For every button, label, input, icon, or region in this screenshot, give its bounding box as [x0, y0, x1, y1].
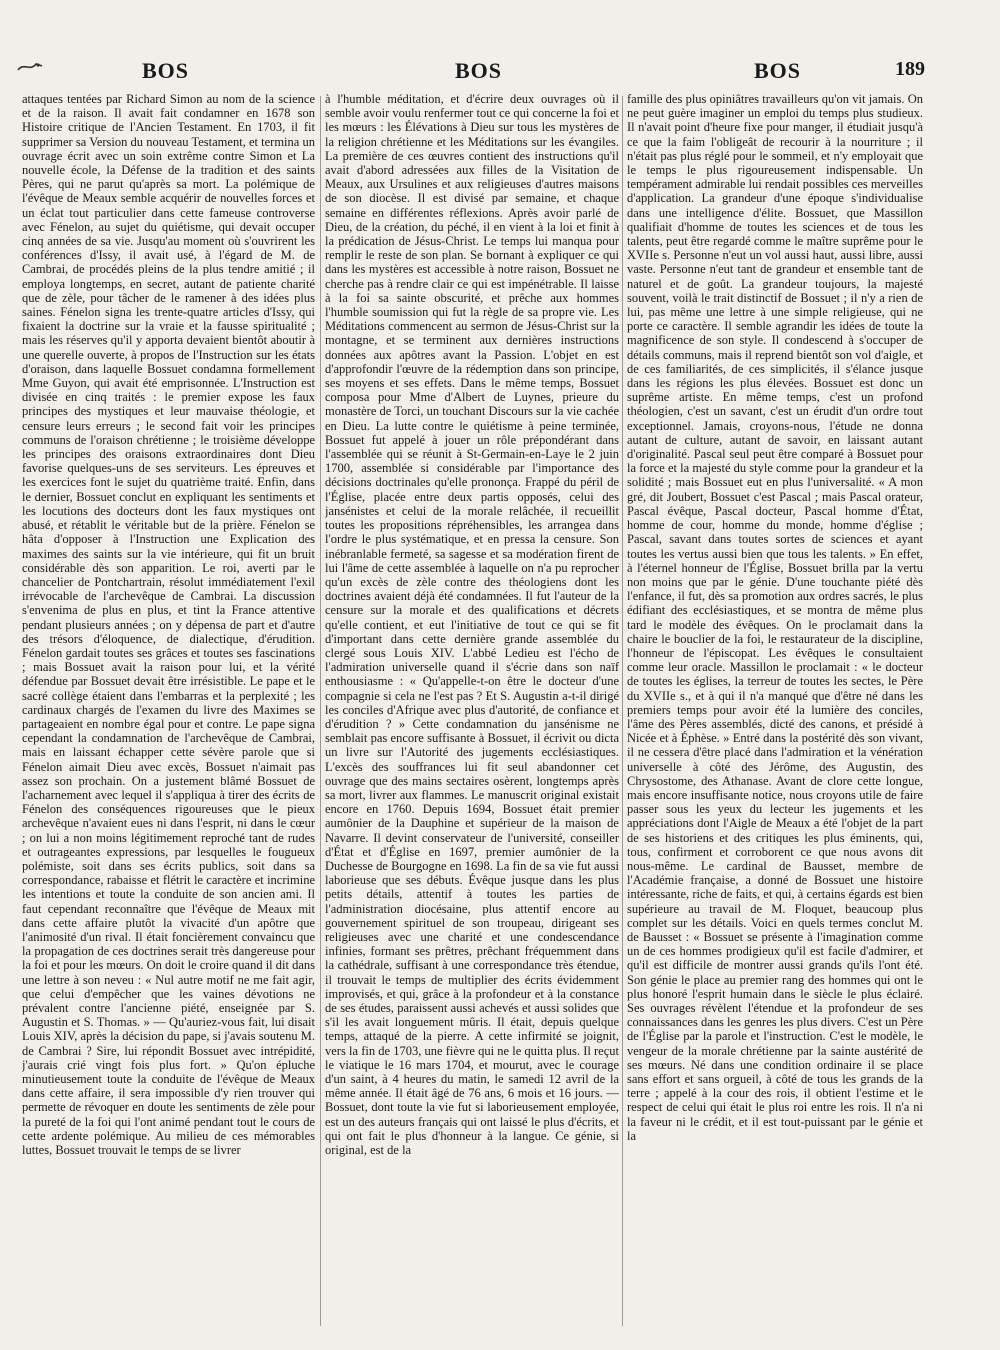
column-1-text: attaques tentées par Richard Simon au nom de la science et de la raison. Il avait fait condamner en 1678 son Histoire critique de l'Ancien Testament. En 1703, il fit supprimer sa Version du nouveau Testament, et termina un ouvrage écrit avec un soin extrême contre Simon et La nouvelle école, la Défense de la tradition et des saints Pères, qui ne parut qu'après sa mort. La polémique de l'évêque de Meaux semble acquérir de nouvelles forces et un éclat tout particulier dans cette fameuse controverse avec Fénelon, au sujet du quiétisme, qui devait occuper cinq années de sa vie. Jusqu'au moment où s'ouvrirent les conférences d'Issy, il avait usé, à l'égard de M. de Cambrai, de procédés pleins de la plus tendre amitié ; il employa longtemps, en secret, autant de patiente charité que de zèle, pour tâcher de le ramener à des idées plus saines. Fénelon signa les trente-quatre articles d'Issy, qui fixaient la doctrine sur la vraie et la fausse spiritualité ; mais les réserves qu'il y apporta devaient bientôt aboutir à une querelle ouverte, à propos de l'Instruction sur les états d'oraison, dans laquelle Bossuet condamna formellement Mme Guyon, qui avait été emprisonnée. L'Instruction est divisée en cinq traités : le premier expose les faux principes des mystiques et leur mauvaise théologie, et censure leurs erreurs ; le second fait voir les principes communs de l'oraison chrétienne ; le troisième développe les principes des oraisons extraordinaires dont Dieu favorise quelques-uns de ses serviteurs. Les épreuves et les exercices font le sujet du quatrième traité. Enfin, dans le dernier, Bossuet conclut en expliquant les sentiments et les locutions des docteurs dont les faux mystiques ont abusé, et rétablit le véritable but de la prière. Fénelon se hâta d'opposer à l'Instruction une Explication des maximes des saints sur la vie intérieure, qui fit un bruit considérable dès son apparition. Le roi, averti par le chancelier de Pontchartrain, résolut immédiatement l'exil irrévocable de l'archevêque de Cambrai. La discussion s'envenima de plus en plus, et tint la France attentive pendant plusieurs années ; on y dépensa de part et d'autre des trésors d'éloquence, de dialectique, d'érudition. Fénelon gardait toutes ses grâces et toutes ses fascinations ; mais Bossuet avait la raison pour lui, et la vérité défendue par Bossuet devait être irrésistible. Le pape et le sacré collège étaient dans l'embarras et la perplexité ; les cardinaux chargés de l'examen du livre des Maximes se partageaient en nombre égal pour et contre. Le pape signa cependant la condamnation de l'archevêque de Cambrai, mais en laissant échapper cette sévère parole que si Fénelon aimait Dieu avec excès, Bossuet n'aimait pas assez son prochain. On a justement blâmé Bossuet de l'acharnement avec lequel il s'appliqua à tirer des écrits de Fénelon des conséquences rigoureuses que le pieux archevêque n'avaient eues ni dans l'esprit, ni dans le cœur ; on lui a non moins légitimement reproché tant de rudes et outrageantes expressions, par lesquelles le fougueux polémiste, soit dans ses écrits publics, soit dans sa correspondance, rabaisse et flétrit le caractère et incrimine les intentions et toute la conduite de son ancien ami. Il faut cependant reconnaître que l'évêque de Meaux mit dans cette affaire plutôt la vivacité d'un apôtre que l'animosité d'un rival. Il était foncièrement convaincu que la propagation de ces doctrines serait très dangereuse pour la foi et pour les mœurs. On doit le croire quand il dit dans une lettre à son neveu : « Nul autre motif ne me fait agir, que celui d'empêcher que les vaines dévotions ne prévalent contre l'ancienne piété, enseignée par S. Augustin et S. Thomas. » — Qu'auriez-vous fait, lui disait Louis XIV, après la décision du pape, si j'avais soutenu M. de Cambrai ? Sire, lui répondit Bossuet avec intrépidité, j'aurais crié vingt fois plus fort. » Qu'on épluche minutieusement toute la conduite de l'évêque de Meaux dans cette affaire, il sera impossible d'y rien trouver qui permette de révoquer en doute les sentiments de zèle pour la pureté de la foi qui l'ont animé pendant tout le cours de cette ardente polémique. Au milieu de ces mémorables luttes, Bossuet trouvait le temps de se livrer: [22, 92, 315, 1158]
header-headword-center: BOS: [455, 58, 503, 83]
column-2-text: à l'humble méditation, et d'écrire deux ouvrages où il semble avoir voulu renfermer tout ce qui concerne la foi et les mœurs : les Élévations à Dieu sur tous les mystères de la religion chrétienne et les Méditations sur les évangiles. La première de ces œuvres contient des instructions qu'il avait d'abord adressées aux filles de la Visitation de Meaux, aux Ursulines et aux religieuses d'autres maisons de son diocèse. Il est divisé par semaine, et chaque semaine en différentes réflexions. Après avoir parlé de Dieu, de la création, du péché, il en vient à la loi et finit à la prédication de Jésus-Christ. Le temps lui manqua pour remplir le reste de son plan. Se bornant à expliquer ce qui dans les mystères est accessible à notre raison, Bossuet ne cherche pas à rendre clair ce qui est impénétrable. Il laisse à la foi sa sainte obscurité, et prêche aux hommes l'humble soumission qui fut la règle de sa propre vie. Les Méditations commencent au sermon de Jésus-Christ sur la montagne, et se terminent aux dernières instructions données aux apôtres avant la Passion. L'objet en est d'approfondir l'œuvre de la rédemption dans son principe, ses moyens et ses effets. Dans le même temps, Bossuet composa pour Mme d'Albert de Luynes, prieure du monastère de Torci, un touchant Discours sur la vie cachée en Dieu. La lutte contre le quiétisme à peine terminée, Bossuet fut appelé à jouer un rôle prépondérant dans l'assemblée qui se réunit à St-Germain-en-Laye le 2 juin 1700, assemblée si considérable par l'importance des décisions doctrinales qu'elle prononça. Frappé du péril de l'Église, placée entre deux partis opposés, celui des jansénistes et celui de la morale relâchée, il recueillit toutes les propositions répréhensibles, les arrangea dans l'ordre le plus systématique, et en pressa la censure. Son inébranlable fermeté, sa sagesse et sa modération firent de lui l'âme de cette assemblée à laquelle on n'a pu reprocher qu'un excès de zèle contre des théologiens dont les doctrines avaient déjà été condamnées. Il fut l'auteur de la censure sur la morale et des qualifications et décrets qu'elle contient, et eut l'initiative de tout ce qui se fit d'important dans cette dernière grande assemblée du clergé sous Louis XIV. L'abbé Ledieu est l'écho de l'admiration universelle quand il s'écrie dans son naïf enthousiasme : « Qu'appelle-t-on être le docteur d'une compagnie si cela ne l'est pas ? Et S. Augustin a-t-il dirigé les conciles d'Afrique avec plus d'autorité, de confiance et d'érudition ? » Cette condamnation du jansénisme ne semblait pas encore suffisante à Bossuet, il écrivit ou dicta un livre sur l'Autorité des jugements ecclésiastiques. L'excès des souffrances lui fit seul abandonner cet ouvrage que des mains sectaires osèrent, longtemps après sa mort, livrer aux flammes. Le manuscrit original existait encore en 1760. Depuis 1694, Bossuet était premier aumônier de la Dauphine et supérieur de la maison de Navarre. Il devint conservateur de l'université, conseiller d'État et d'Église en 1697, premier aumônier de la Duchesse de Bourgogne en 1698. La fin de sa vie fut aussi laborieuse que ses débuts. Évêque jusque dans les plus petits détails, attentif à toutes les parties de l'administration diocésaine, plus attentif encore au gouvernement spirituel de son troupeau, dirigeant ses religieuses avec une charité et une condescendance infinies, formant ses prêtres, prêchant fréquemment dans la cathédrale, suffisant à une correspondance très étendue, il trouvait le temps de multiplier des écrits évidemment improvisés, et qui, grâce à la profondeur et à la constance de ses études, paraissent aussi achevés et aussi solides que s'il les avait longuement mûris. Il était, depuis quelque temps, attaqué de la pierre. A cette infirmité se joignit, vers la fin de 1703, une fièvre qui ne le quitta plus. Il reçut le viatique le 16 mars 1704, et mourut, avec le courage d'un saint, à 4 heures du matin, le samedi 12 avril de la même année. Il était âgé de 76 ans, 6 mois et 16 jours. — Bossuet, dont toute la vie fut si laborieusement employée, est un des auteurs français qui ont laissé le plus d'écrits, et qui ont fait le plus d'honneur à la langue. Ce génie, si original, est de la: [325, 92, 619, 1158]
header-headword-left: BOS: [142, 58, 190, 83]
text-column-3: [627, 92, 923, 1332]
header-headword-right: BOS: [754, 58, 802, 83]
page-number: 189: [895, 58, 925, 80]
text-column-2: [325, 92, 619, 1332]
text-columns: [0, 92, 1000, 1332]
text-column-1: [22, 92, 315, 1332]
column-3-text: famille des plus opiniâtres travailleurs qu'on vit jamais. On ne peut guère imaginer un emploi du temps plus studieux. Il n'avait point d'heure fixe pour manger, il étudiait jusqu'à ce que la faim l'obligeât de recourir à la nourriture ; il n'était pas plus réglé pour le sommeil, et n'y employait que le temps le plus rigoureusement indispensable. Un tempérament admirable lui rendait possibles ces merveilles d'application. La grandeur d'une époque s'individualise dans une intelligence d'élite. Bossuet, que Massillon qualifiait d'homme de toutes les sciences et de tous les talents, peut être regardé comme le maître suprême pour le XVIIe s. Personne n'eut un vol aussi haut, aussi libre, aussi vaste. Personne n'eut tant de grandeur et ensemble tant de naturel et de goût. La grandeur toujours, la majesté souvent, voilà le trait distinctif de Bossuet ; il n'y a rien de lui, pas même une lettre à une simple religieuse, qui ne porte ce caractère. Il semble agrandir les idées de toute la magnificence de son style. Il condescend à s'occuper de détails communs, mais il reprend bientôt son vol d'aigle, et de ces familiarités, de ces simplicités, il s'élance jusque dans les régions les plus élevées. Bossuet est donc un suprême artiste. En même temps, c'est un profond théologien, c'est un savant, c'est un érudit d'un ordre tout exceptionnel. Jamais, croyons-nous, l'étude ne donna autant de culture, autant de savoir, en laissant autant d'originalité. Pascal seul peut être comparé à Bossuet pour la force et la majesté du style comme pour la grandeur et la solidité ; mais Bossuet eut en plus l'universalité. « A mon gré, dit Joubert, Bossuet c'est Pascal ; mais Pascal orateur, Pascal évêque, Pascal docteur, Pascal homme d'État, homme de cour, homme du monde, homme d'église ; Pascal, savant dans toutes sortes de sciences et ayant toutes les vertus aussi bien que tous les talents. » En effet, à l'éternel honneur de l'Église, Bossuet brilla par la vertu non moins que par le génie. D'une touchante piété dès l'enfance, il fut, dès sa promotion aux ordres sacrés, le plus édifiant des ecclésiastiques, et se montra de même plus tard le modèle des évêques. On le proclamait dans la chaire le bouclier de la foi, le restaurateur de la discipline, l'honneur de l'épiscopat. Les évêques le consultaient comme leur oracle. Massillon le proclamait : « le docteur de toutes les églises, la terreur de toutes les sectes, le Père du XVIIe s., et à qui il n'a manqué que d'être né dans les premiers temps pour avoir été la lumière des conciles, l'âme des Pères assemblés, dicté des canons, et présidé à Nicée et à Éphèse. » Entré dans la postérité dès son vivant, il ne cessera d'être placé dans l'admiration et la vénération universelle à côté des Jérôme, des Augustin, des Chrysostome, des Athanase. Avant de clore cette longue, mais encore insuffisante notice, nous croyons utile de faire passer sous les yeux du lecteur les jugements et les appréciations dont l'Aigle de Meaux a été l'objet de la part de ses historiens et des critiques les plus éminents, qui, tous, confirment et corroborent ce que nous avons dit nous-même. Le cardinal de Bausset, membre de l'Académie française, a donné de Bossuet une histoire intéressante, riche de faits, et qui, à certains égards est bien supérieure au travail de M. Floquet, beaucoup plus complet sur les détails. Voici en quels termes conclut M. de Bausset : « Bossuet se présente à l'imagination comme un de ces hommes prodigieux qu'il est facile d'admirer, et qu'il est difficile de montrer aussi grands qu'ils l'ont été. Son génie le place au premier rang des hommes qui ont le plus honoré l'esprit humain dans le siècle le plus éclairé. Ses ouvrages révèlent l'étendue et la profondeur de ses connaissances dans les genres les plus divers. C'est un Père de l'Église par la parole et l'instruction. C'est le modèle, le vengeur de la morale chrétienne par la sainte austérité de ses mœurs. Né dans une condition ordinaire il se place sans effort et sans orgueil, à côté de tous les grands de la terre ; appelé à la cour des rois, il obtient l'estime et le respect de celui qui était le plus roi entre les rois. Il n'a ni la faveur ni le crédit, et il est tout-puissant par le génie et la: [627, 92, 923, 1143]
running-header: [0, 52, 1000, 88]
